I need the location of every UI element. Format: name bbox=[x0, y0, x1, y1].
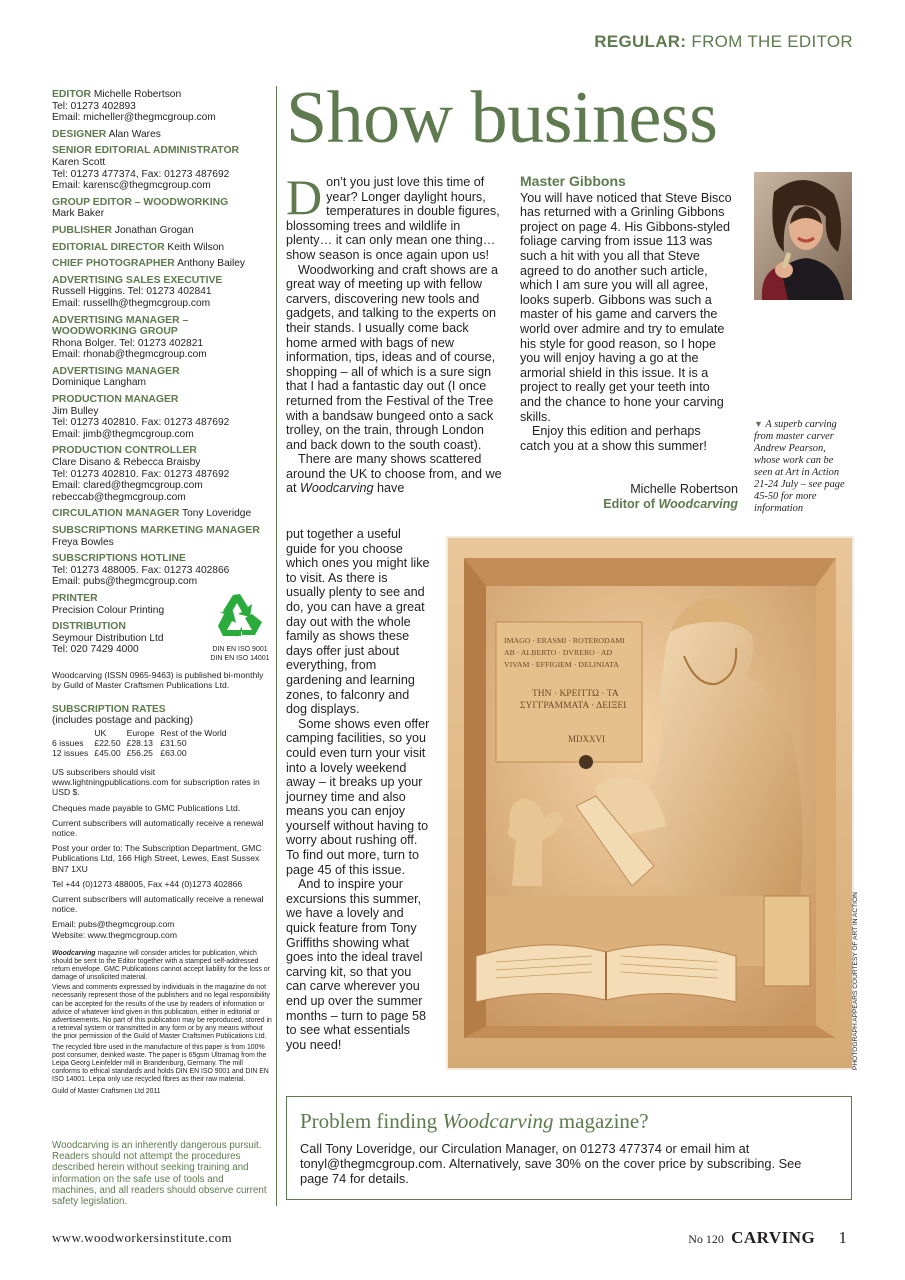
article-paragraph: You will have noticed that Steve Bisco has returned with a Grinling Gibbons project on page 4. His Gibbons-styled foliage carving from issue 113 was such a hit with you all that Steve agreed to do another such article, which I am sure you will all agree, looks superb. Gibbons was such a master of his game and carvers the world over admire and try to emulate his style for good reason, so I hope you will enjoy having a go at the armorial shield in this issue. It is a project to really get your teeth into and the chance to hone your carving skills. bbox=[520, 190, 732, 424]
masthead-entry bbox=[52, 225, 270, 237]
masthead-detail: Seymour Distribution Ltd bbox=[52, 632, 164, 644]
masthead-role-title: PUBLISHER bbox=[52, 224, 113, 236]
masthead-person-name: Michelle Robertson bbox=[93, 89, 182, 100]
page-footer bbox=[688, 1228, 847, 1248]
masthead-role-line bbox=[52, 129, 270, 141]
masthead-role-title: SENIOR EDITORIAL ADMINISTRATOR bbox=[52, 145, 240, 157]
masthead-detail: Email: micheller@thegmcgroup.com bbox=[52, 112, 216, 124]
masthead-role-title: ADVERTISING SALES EXECUTIVE bbox=[52, 274, 223, 286]
masthead-detail: Precision Colour Printing bbox=[52, 604, 165, 616]
article-paragraph: Enjoy this edition and perhaps catch you at a show this summer! bbox=[520, 424, 707, 453]
masthead-detail: Tel: 020 7429 4000 bbox=[52, 644, 139, 656]
masthead-person-name: Tony Loveridge bbox=[182, 508, 252, 520]
masthead-entry bbox=[52, 242, 270, 254]
masthead-role-line bbox=[52, 242, 270, 254]
rates-row bbox=[52, 738, 233, 748]
masthead-entry bbox=[52, 145, 270, 191]
sub-note: Email: pubs@thegmcgroup.com bbox=[52, 919, 175, 930]
editor-role bbox=[560, 497, 738, 512]
article-column-1-lower bbox=[286, 527, 430, 1052]
article-column-1 bbox=[286, 169, 502, 496]
masthead-detail: Rhona Bolger. Tel: 01273 402821 bbox=[52, 337, 204, 349]
masthead-role-title: CHIEF PHOTOGRAPHER bbox=[52, 258, 175, 270]
paragraph-text: have bbox=[377, 481, 405, 496]
rates-cell: £22.50 bbox=[94, 738, 121, 748]
inscription-line-4: ΤΗΝ · ΚΡΕΙΤΤΩ · ΤΑ bbox=[532, 689, 619, 699]
article-title: Show business bbox=[286, 77, 718, 159]
inscription-date: MDXXVI bbox=[568, 734, 605, 744]
rates-table bbox=[52, 728, 233, 758]
masthead-detail: Dominique Langham bbox=[52, 377, 147, 389]
website-url[interactable]: www.woodworkersinstitute.com bbox=[52, 1230, 233, 1245]
masthead-role-title: DISTRIBUTION bbox=[52, 621, 126, 633]
rates-col-header bbox=[52, 728, 94, 738]
magazine-logo: CARVING bbox=[731, 1228, 816, 1247]
promo-body: Call Tony Loveridge, our Circulation Manager, on 01273 477374 or email him at tonyl@thegmcgroup.com. Alternatively, save 30% on the cover price by subscribing. See page 74 for details. bbox=[300, 1141, 802, 1186]
rates-cell: £56.25 bbox=[126, 748, 153, 758]
rates-header-row bbox=[52, 728, 233, 738]
inscription-line-5: ΣΥΓΓΡΑΜΜΑΤΑ · ΔΕΙΞΕΙ bbox=[520, 701, 627, 711]
safety-notice: Woodcarving is an inherently dangerous pursuit. Readers should not attempt the procedures described herein without seeking training and information on the safe use of tools and machines, and all readers should observe current safety legislation. bbox=[52, 1140, 267, 1208]
masthead-detail: Tel: 01273 402893 bbox=[52, 100, 136, 112]
masthead-person-name: Keith Wilson bbox=[167, 241, 225, 253]
rates-subtitle: (includes postage and packing) bbox=[52, 715, 194, 726]
sub-note: Cheques made payable to GMC Publications Ltd. bbox=[52, 802, 241, 813]
masthead-role-title: EDITORIAL DIRECTOR bbox=[52, 241, 165, 253]
sub-note: Post your order to: The Subscription Department, GMC Publications Ltd, 166 High Street, Lewes, East Sussex BN7 1XU bbox=[52, 843, 262, 874]
masthead-entry bbox=[52, 315, 270, 361]
masthead-role-line bbox=[52, 89, 270, 101]
carving-photo bbox=[446, 536, 854, 1070]
masthead-role-title: ADVERTISING MANAGER – WOODWORKING GROUP bbox=[52, 314, 189, 338]
masthead-role-title: ADVERTISING MANAGER bbox=[52, 365, 180, 377]
subscription-notes bbox=[52, 767, 272, 940]
masthead-detail: Email: russellh@thegmcgroup.com bbox=[52, 297, 211, 309]
masthead-person-name: Alan Wares bbox=[108, 128, 161, 140]
masthead-detail: Email: rhonab@thegmcgroup.com bbox=[52, 349, 207, 361]
masthead-detail: Tel: 01273 402810. Fax: 01273 487692 bbox=[52, 417, 230, 429]
editor-portrait bbox=[754, 172, 852, 300]
photo-caption bbox=[754, 418, 854, 515]
rates-row bbox=[52, 748, 233, 758]
masthead-entry bbox=[52, 394, 270, 440]
drop-cap: D bbox=[286, 169, 323, 225]
copyright-text: Guild of Master Craftsmen Ltd 2011 bbox=[52, 1087, 161, 1095]
masthead-role-line bbox=[52, 553, 270, 565]
paragraph-text: on’t you just love this time of year? Longer daylight hours, temperatures in double figures, blossoming trees and wildlife in plenty… it can only mean one thing… show season is once again upon us! bbox=[286, 175, 500, 262]
column-divider bbox=[276, 86, 277, 1206]
masthead-detail: Tel: 01273 477374, Fax: 01273 487692 bbox=[52, 168, 230, 180]
masthead-person-name: Anthony Bailey bbox=[177, 258, 246, 270]
sub-note: Tel +44 (0)1273 488005, Fax +44 (0)1273 402866 bbox=[52, 878, 243, 889]
masthead-entry bbox=[52, 275, 270, 310]
article-paragraph bbox=[286, 452, 502, 496]
editor-name: Michelle Robertson bbox=[630, 482, 738, 496]
masthead-role-line bbox=[52, 315, 270, 338]
promo-box bbox=[286, 1096, 852, 1200]
section-label: REGULAR: bbox=[594, 32, 687, 51]
article-paragraph: put together a useful guide for you choose which ones you might like to visit. As there is usually plenty to see and do, you can have a great day out with the whole family as shows these days offer just about everything, from gardening and learning zones, to falconry and dog displays. bbox=[286, 527, 430, 717]
article-column-2 bbox=[520, 174, 734, 453]
mag-name: Woodcarving bbox=[442, 1109, 554, 1133]
promo-title bbox=[300, 1109, 649, 1134]
sub-note: US subscribers should visit www.lightningpublications.com for subscription rates in USD $. bbox=[52, 767, 260, 798]
mag-name: Woodcarving bbox=[300, 481, 374, 496]
masthead-entry bbox=[52, 445, 270, 503]
masthead-entry bbox=[52, 366, 270, 389]
views-text: Views and comments expressed by individuals in the magazine do not necessarily represent those of the publishers and no legal responsibility can be accepted for the results of the use by readers of information or advice of whatever kind given in this publication, either in editorial or advertisements. No part of this publication may be reproduced, stored in a retrieval system or transmitted in any form or by any means without the prior permission of the Guild of Master Craftsmen Publications Ltd. bbox=[52, 984, 272, 1040]
masthead-role-title: CIRCULATION MANAGER bbox=[52, 508, 180, 520]
page-number: 1 bbox=[838, 1228, 847, 1247]
issue-number: No 120 bbox=[688, 1232, 724, 1246]
masthead-role-line bbox=[52, 275, 270, 287]
inscription-line-2: AB · ALBERTO · DVRERO · AD bbox=[504, 648, 613, 657]
masthead-role-title: PRODUCTION MANAGER bbox=[52, 394, 179, 406]
masthead-detail: Mark Baker bbox=[52, 208, 105, 220]
inscription-line-3: VIVAM · EFFIGIEM · DELINIATA bbox=[504, 660, 619, 669]
masthead-detail: Jim Bulley bbox=[52, 405, 99, 417]
inscription-line-1: IMAGO · ERASMI · ROTERODAMI bbox=[504, 636, 625, 645]
caption-text: A superb carving from master carver Andrew Pearson, whose work can be seen at Art in Action 21-24 July – see page 45-50 for more information bbox=[754, 419, 845, 514]
masthead-detail: Karen Scott bbox=[52, 156, 106, 168]
masthead-role-line bbox=[52, 394, 270, 406]
masthead-entry bbox=[52, 129, 270, 141]
subscription-rates-heading bbox=[52, 704, 272, 726]
article-paragraph: Woodworking and craft shows are a great way of meeting up with fellow carvers, discovering new tools and gadgets, and talking to the experts on their stands. I usually come back home armed with bags of new information, tips, ideas and of course, shopping – all of which is a sure sign that I had a fantastic day out (I once returned from the Festival of the Tree with a bandsaw bungeed onto a sack trolley, on the train, through London and back down to the south coast). bbox=[286, 262, 498, 452]
disclaimer-text bbox=[52, 950, 272, 982]
publication-info: Woodcarving (ISSN 0965-9463) is published bi-monthly by Guild of Master Craftsmen Publications Ltd. bbox=[52, 670, 264, 691]
masthead-role-title: SUBSCRIPTIONS MARKETING MANAGER bbox=[52, 525, 260, 536]
subheading: Master Gibbons bbox=[520, 173, 626, 189]
rates-cell: £63.00 bbox=[160, 748, 187, 758]
masthead-detail: Freya Bowles bbox=[52, 536, 114, 548]
iso-14001-text: DIN EN ISO 14001 bbox=[210, 654, 270, 662]
rates-col-header: Rest of the World bbox=[160, 728, 227, 738]
masthead-detail: Clare Disano & Rebecca Braisby bbox=[52, 457, 201, 469]
rates-col-header: Europe bbox=[126, 728, 155, 738]
masthead-role-line bbox=[52, 225, 270, 237]
iso-certification bbox=[205, 646, 275, 663]
sub-note: Current subscribers will automatically receive a renewal notice. bbox=[52, 894, 264, 915]
masthead-role-title: PRODUCTION CONTROLLER bbox=[52, 445, 197, 457]
article-paragraph: And to inspire your excursions this summer, we have a lovely and quick feature from Tony Griffiths showing what goes into the ideal travel carving kit, so that you can carve wherever you end up over the summer months – turn to page 58 to see what essentials you need! bbox=[286, 877, 427, 1052]
masthead-role-line bbox=[52, 525, 270, 537]
photo-credit: PHOTOGRAPH APPEARS COURTESY OF ART IN ACTION bbox=[852, 892, 859, 1070]
rates-title: SUBSCRIPTION RATES bbox=[52, 704, 166, 715]
masthead-person-name: Jonathan Grogan bbox=[114, 224, 194, 236]
caption-arrow-icon: ▼ bbox=[754, 419, 763, 429]
iso-9001-text: DIN EN ISO 9001 bbox=[212, 646, 268, 653]
masthead-role-line bbox=[52, 145, 270, 157]
promo-title-text: magazine? bbox=[558, 1109, 649, 1133]
disclaimer: magazine will consider articles for publication, which should be sent to the Editor together with a stamped self-addressed return envelope. GMC Publications cannot accept liability for the loss or damage of unsolicited material. bbox=[52, 950, 270, 982]
masthead-entry bbox=[52, 525, 270, 548]
mag-name: Woodcarving bbox=[52, 950, 96, 957]
masthead-entry bbox=[52, 197, 270, 220]
masthead-role-title: EDITOR bbox=[52, 89, 92, 100]
article-paragraph bbox=[286, 169, 502, 263]
masthead-entry bbox=[52, 258, 270, 270]
role-text: Editor of bbox=[603, 497, 655, 511]
masthead-role-line bbox=[52, 197, 270, 209]
masthead-role-line bbox=[52, 508, 270, 520]
recycle-block bbox=[205, 592, 275, 663]
masthead-role-title: GROUP EDITOR – WOODWORKING bbox=[52, 196, 229, 208]
masthead-role-line bbox=[52, 258, 270, 270]
masthead-detail: Tel: 01273 402810. Fax: 01273 487692 bbox=[52, 468, 230, 480]
recycle-icon bbox=[214, 592, 266, 640]
masthead-entry bbox=[52, 508, 270, 520]
masthead-detail: Email: jimb@thegmcgroup.com bbox=[52, 428, 194, 440]
article-paragraph: Some shows even offer camping facilities, so you could even turn your visit into a lovely weekend away – it breaks up your journey time and also means you can enjoy yourself without having to worry about rushing off. To find out more, turn to page 45 of this issue. bbox=[286, 716, 430, 877]
paragraph-text: There are many shows scattered around the UK to choose from, and we at bbox=[286, 452, 502, 496]
fine-print bbox=[52, 950, 272, 1096]
rates-cell: £45.00 bbox=[94, 748, 121, 758]
masthead-entry bbox=[52, 89, 270, 124]
editor-signoff bbox=[560, 482, 738, 512]
masthead-detail: rebeccab@thegmcgroup.com bbox=[52, 491, 186, 503]
masthead bbox=[52, 84, 270, 656]
masthead-role-line bbox=[52, 366, 270, 378]
masthead-role-title: SUBSCRIPTIONS HOTLINE bbox=[52, 553, 186, 565]
rates-cell: 6 issues bbox=[52, 738, 84, 748]
masthead-detail: Email: clared@thegmcgroup.com bbox=[52, 480, 203, 492]
rates-cell: £28.13 bbox=[126, 738, 153, 748]
sub-note: Current subscribers will automatically receive a renewal notice. bbox=[52, 817, 264, 839]
promo-title-text: Problem finding bbox=[300, 1109, 438, 1133]
section-subtitle: FROM THE EDITOR bbox=[691, 32, 853, 51]
masthead-detail: Tel: 01273 488005. Fax: 01273 402866 bbox=[52, 564, 230, 576]
mag-name: Woodcarving bbox=[658, 497, 738, 511]
section-header bbox=[594, 32, 853, 52]
masthead-entry bbox=[52, 553, 270, 588]
masthead-role-line bbox=[52, 445, 270, 457]
rates-cell: £31.50 bbox=[160, 738, 187, 748]
masthead-detail: Russell Higgins. Tel: 01273 402841 bbox=[52, 286, 212, 298]
rates-cell: 12 issues bbox=[52, 748, 89, 758]
paper-text: The recycled fibre used in the manufacture of this paper is from 100% post consumer, deinked waste. The paper is 65gsm Ultramag from the Leipa Georg Leinfelder mill in Brandenburg, Germany. The mill conforms to ethical standards and holds DIN EN ISO 9001 and DIN EN ISO 14001. Leipa only use recycled fibres as their raw material. bbox=[52, 1044, 269, 1084]
masthead-detail: Email: pubs@thegmcgroup.com bbox=[52, 576, 198, 588]
rates-col-header: UK bbox=[94, 728, 107, 738]
masthead-role-title: PRINTER bbox=[52, 592, 98, 604]
masthead-role-title: DESIGNER bbox=[52, 128, 107, 140]
masthead-detail: Email: karensc@thegmcgroup.com bbox=[52, 180, 211, 192]
sub-note: Website: www.thegmcgroup.com bbox=[52, 929, 177, 940]
